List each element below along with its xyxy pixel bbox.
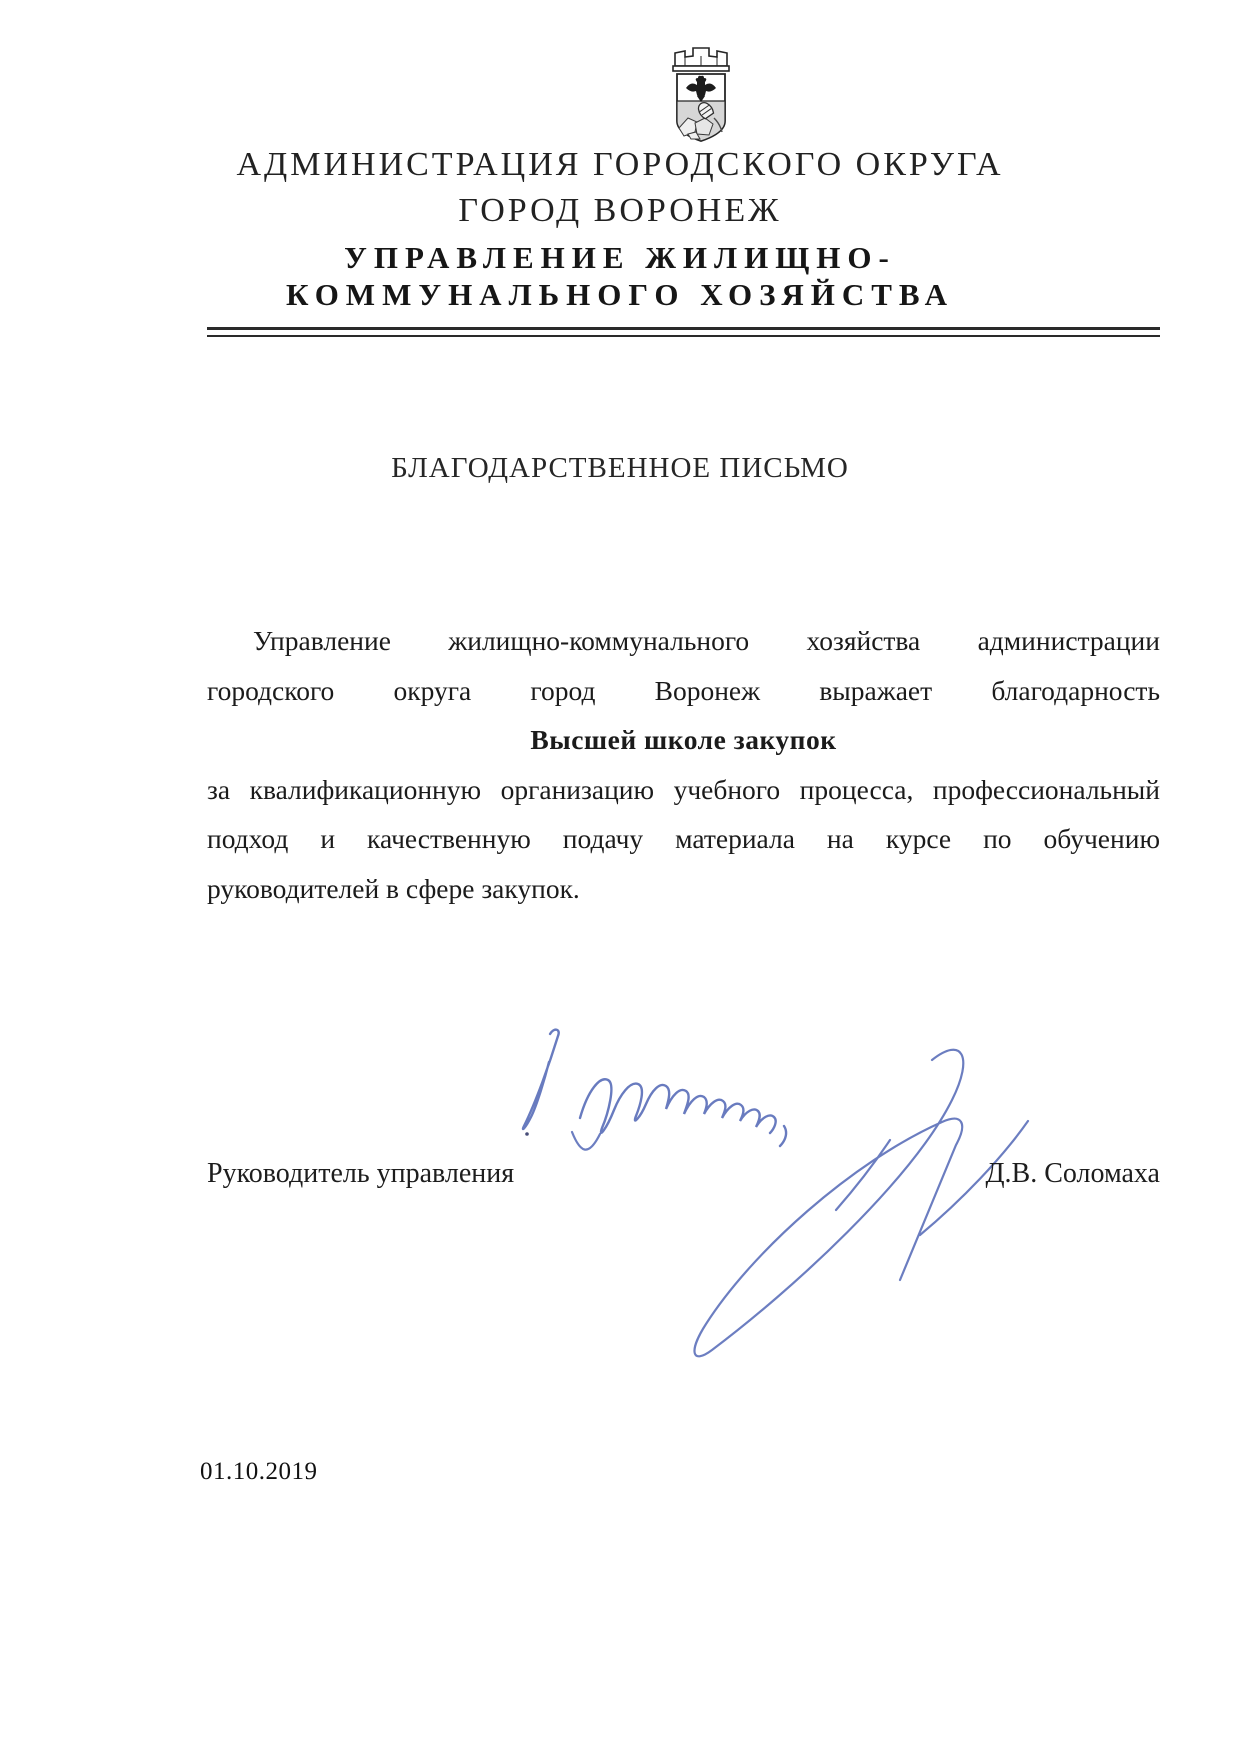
body-line-2: городского округа город Воронеж выражает благодарность bbox=[207, 674, 1160, 706]
body-line-1: Управление жилищно-коммунального хозяйства администрации bbox=[253, 625, 1160, 656]
letterhead-divider bbox=[207, 327, 1160, 337]
letter-body bbox=[207, 616, 1160, 913]
signature-scribble bbox=[570, 1028, 1060, 1383]
department-name-line1: УПРАВЛЕНИЕ ЖИЛИЩНО- bbox=[344, 240, 896, 275]
recipient-name: Высшей школе закупок bbox=[530, 724, 837, 755]
organization-name-line1: АДМИНИСТРАЦИЯ ГОРОДСКОГО ОКРУГА bbox=[236, 146, 1004, 183]
organization-name-line2: ГОРОД ВОРОНЕЖ bbox=[458, 192, 782, 229]
body-line-5: руководителей в сфере закупок. bbox=[207, 872, 580, 904]
signature-row bbox=[207, 1158, 1160, 1190]
body-line-3: за квалификационную организацию учебного процесса, профессиональный bbox=[207, 773, 1160, 805]
document-title: БЛАГОДАРСТВЕННОЕ ПИСЬМО bbox=[391, 452, 849, 484]
body-line-4: подход и качественную подачу материала на курсе по обучению bbox=[207, 823, 1160, 854]
department-name-line2: КОММУНАЛЬНОГО ХОЗЯЙСТВА bbox=[285, 277, 954, 312]
signer-position-title: Руководитель управления bbox=[207, 1158, 515, 1189]
document-date: 01.10.2019 bbox=[200, 1458, 318, 1485]
voronezh-coat-of-arms-icon bbox=[664, 44, 738, 144]
signer-name: Д.В. Соломаха bbox=[985, 1158, 1160, 1189]
